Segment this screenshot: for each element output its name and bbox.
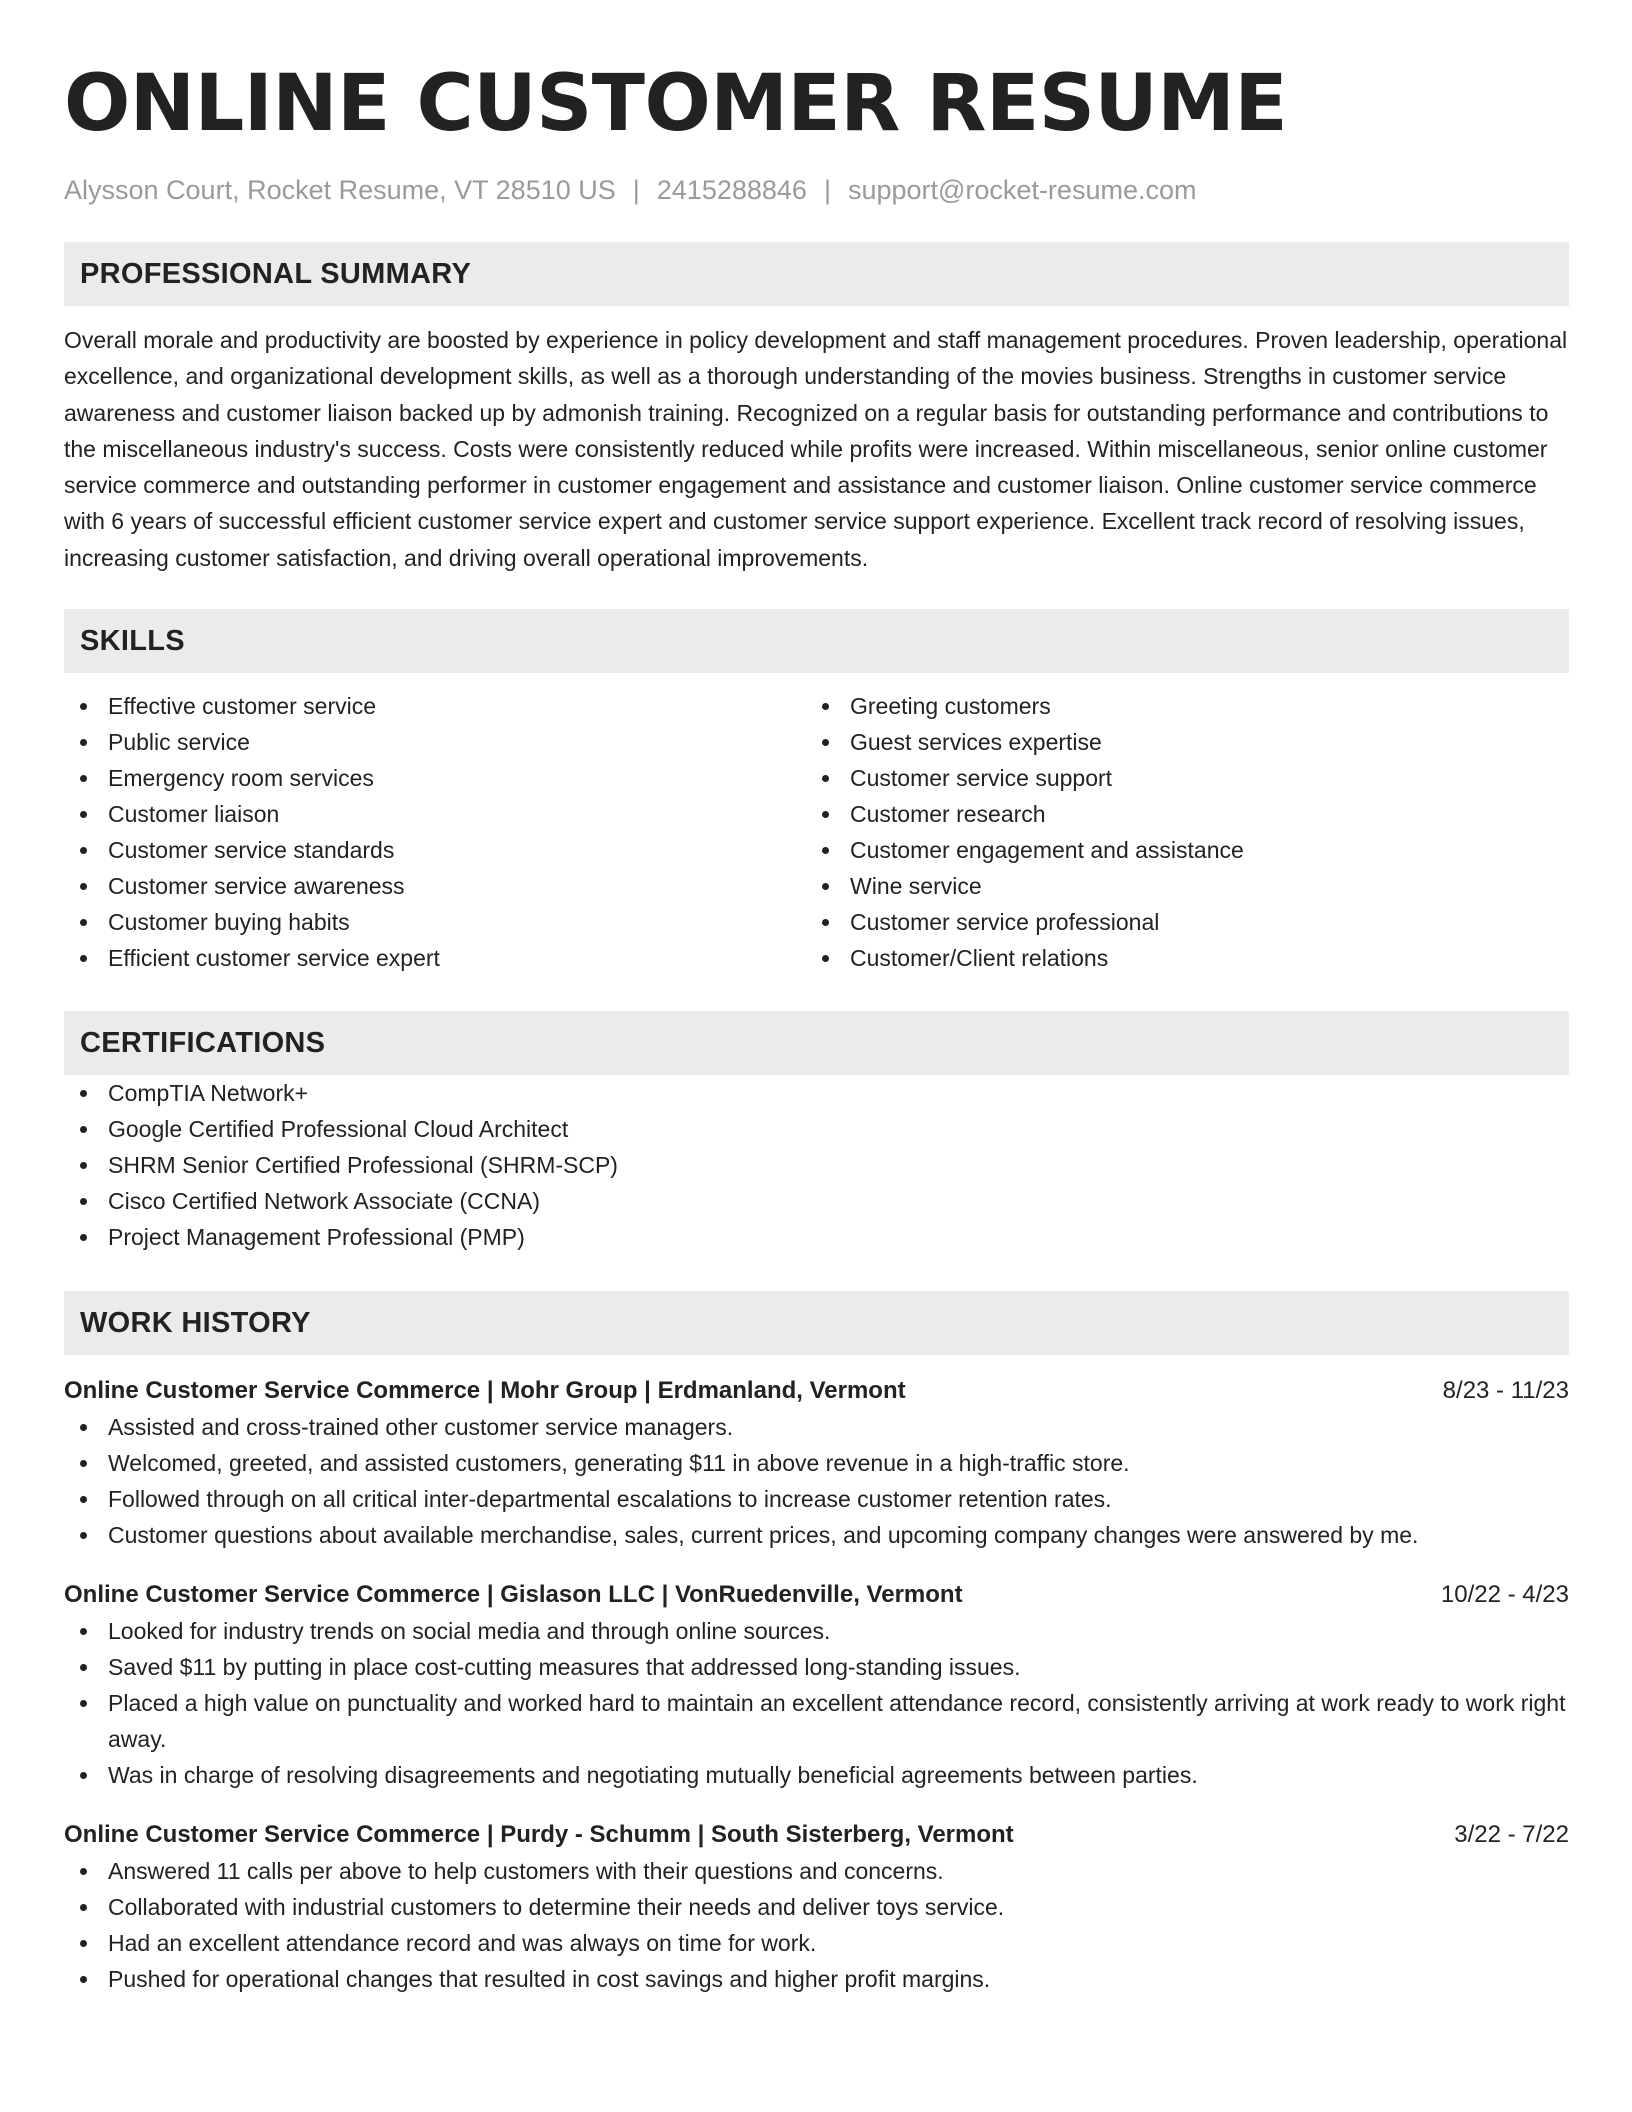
- certification-item: Google Certified Professional Cloud Architect: [64, 1111, 1569, 1147]
- contact-separator: |: [823, 175, 831, 205]
- contact-line: [64, 172, 1569, 208]
- job-title: Online Customer Service Commerce | Purdy - Schumm | South Sisterberg, Vermont: [64, 1821, 1014, 1849]
- skill-item: Greeting customers: [806, 688, 1548, 724]
- skill-item: Customer research: [806, 796, 1548, 832]
- contact-email: support@rocket-resume.com: [847, 175, 1197, 205]
- section-heading-skills: SKILLS: [64, 609, 1569, 673]
- job-duty: Welcomed, greeted, and assisted customers, generating $11 in above revenue in a high-traffic store.: [64, 1445, 1569, 1481]
- job-duty: Pushed for operational changes that resulted in cost savings and higher profit margins.: [64, 1961, 1569, 1997]
- contact-separator: |: [632, 175, 640, 205]
- contact-phone: 2415288846: [656, 175, 807, 205]
- section-heading-summary: PROFESSIONAL SUMMARY: [64, 242, 1569, 306]
- job-duty: Assisted and cross-trained other customer service managers.: [64, 1409, 1569, 1445]
- skill-item: Effective customer service: [64, 688, 806, 724]
- certifications-list: [64, 1075, 1569, 1255]
- job-title: Online Customer Service Commerce | Mohr Group | Erdmanland, Vermont: [64, 1377, 906, 1405]
- job-duty: Customer questions about available merchandise, sales, current prices, and upcoming company changes were answered by me.: [64, 1517, 1569, 1553]
- skill-item: Efficient customer service expert: [64, 940, 806, 976]
- contact-address: Alysson Court, Rocket Resume, VT 28510 US: [64, 175, 616, 205]
- job-duty: Answered 11 calls per above to help customers with their questions and concerns.: [64, 1853, 1569, 1889]
- section-heading-certifications: CERTIFICATIONS: [64, 1011, 1569, 1075]
- summary-text: Overall morale and productivity are boosted by experience in policy development and staff management procedures. Proven leadership, operational excellence, and organizational development skills, as well as a thorough understanding of the movies business. Strengths in customer service awareness and customer liaison backed up by admonish training. Recognized on a regular basis for outstanding performance and contributions to the miscellaneous industry's success. Costs were consistently reduced while profits were increased. Within miscellaneous, senior online customer service commerce and outstanding performer in customer engagement and assistance and customer liaison. Online customer service commerce with 6 years of successful efficient customer service expert and customer service support experience. Excellent track record of resolving issues, increasing customer satisfaction, and driving overall operational improvements.: [64, 327, 1568, 571]
- resume-title: ONLINE CUSTOMER RESUME: [64, 59, 1288, 149]
- skill-item: Customer buying habits: [64, 904, 806, 940]
- job-duty: Placed a high value on punctuality and worked hard to maintain an excellent attendance record, consistently arriving at work ready to work right away.: [64, 1685, 1569, 1757]
- job-entry: [64, 1817, 1569, 1997]
- job-duties-list: [64, 1853, 1569, 1997]
- skills-list-left: [64, 688, 806, 976]
- certification-item: Cisco Certified Network Associate (CCNA): [64, 1183, 1569, 1219]
- job-duty: Collaborated with industrial customers to determine their needs and deliver toys service.: [64, 1889, 1569, 1925]
- skill-item: Customer/Client relations: [806, 940, 1548, 976]
- job-header: [64, 1817, 1569, 1853]
- certification-item: Project Management Professional (PMP): [64, 1219, 1569, 1255]
- job-duty: Was in charge of resolving disagreements and negotiating mutually beneficial agreements between parties.: [64, 1757, 1569, 1793]
- job-duties-list: [64, 1409, 1569, 1553]
- skill-item: Emergency room services: [64, 760, 806, 796]
- skill-item: Customer service professional: [806, 904, 1548, 940]
- skill-item: Public service: [64, 724, 806, 760]
- certification-item: SHRM Senior Certified Professional (SHRM-SCP): [64, 1147, 1569, 1183]
- job-duty: Followed through on all critical inter-departmental escalations to increase customer retention rates.: [64, 1481, 1569, 1517]
- skill-item: Customer service awareness: [64, 868, 806, 904]
- job-entry: [64, 1577, 1569, 1793]
- skill-item: Customer engagement and assistance: [806, 832, 1548, 868]
- job-header: [64, 1373, 1569, 1409]
- skill-item: Wine service: [806, 868, 1548, 904]
- skill-item: Customer service support: [806, 760, 1548, 796]
- job-header: [64, 1577, 1569, 1613]
- job-duties-list: [64, 1613, 1569, 1793]
- job-entry: [64, 1373, 1569, 1553]
- job-duty: Saved $11 by putting in place cost-cutting measures that addressed long-standing issues.: [64, 1649, 1569, 1685]
- job-dates: 10/22 - 4/23: [1440, 1581, 1569, 1609]
- skills-columns: [64, 688, 1569, 976]
- skill-item: Customer liaison: [64, 796, 806, 832]
- job-title: Online Customer Service Commerce | Gislason LLC | VonRuedenville, Vermont: [64, 1581, 963, 1609]
- job-dates: 3/22 - 7/22: [1454, 1821, 1569, 1849]
- skills-list-right: [806, 688, 1548, 976]
- job-duty: Looked for industry trends on social media and through online sources.: [64, 1613, 1569, 1649]
- section-heading-work-history: WORK HISTORY: [64, 1291, 1569, 1355]
- skill-item: Guest services expertise: [806, 724, 1548, 760]
- skill-item: Customer service standards: [64, 832, 806, 868]
- job-duty: Had an excellent attendance record and was always on time for work.: [64, 1925, 1569, 1961]
- job-dates: 8/23 - 11/23: [1442, 1377, 1569, 1405]
- certification-item: CompTIA Network+: [64, 1075, 1569, 1111]
